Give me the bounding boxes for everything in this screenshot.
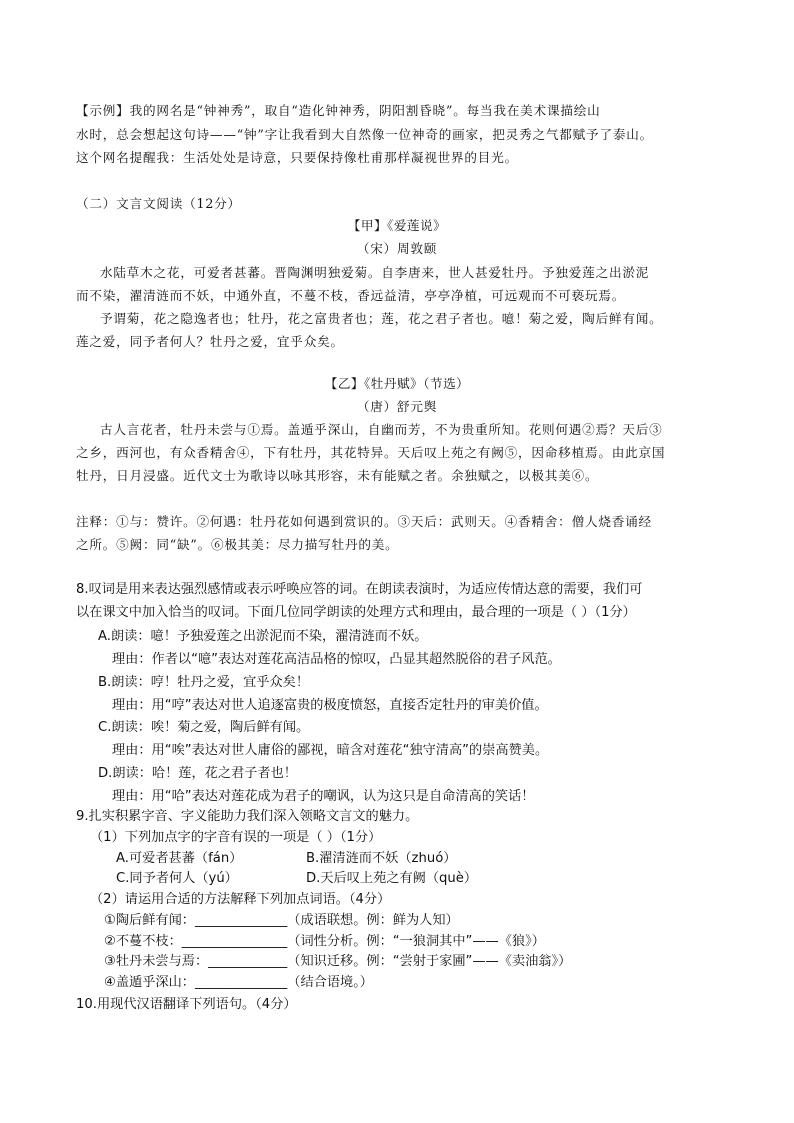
text-a-line: 水陆草木之花，可爱者甚蕃。晋陶渊明独爱菊。自李唐来，世人甚爱牡丹。予独爱莲之出淤泥 (100, 265, 650, 280)
q8-option-b-reason: 理由：用“哼”表达对世人追逐富贵的极度愤怒，直接否定牡丹的审美价值。 (112, 698, 548, 713)
q8-option-a: A.朗读：噫！予独爱莲之出淤泥而不染，濯清涟而不妖。 (98, 629, 428, 644)
q9-part-1: （1）下列加点字的字音有误的一项是（ ）（1分） (90, 830, 382, 845)
text-b-author: （唐）舒元舆 (356, 399, 438, 414)
q9-part-2: （2）请运用合适的方法解释下列加点词语。（4分） (90, 892, 391, 907)
text-a-line: 予谓菊，花之隐逸者也；牡丹，花之富贵者也；莲，花之君子者也。噫！菊之爱，陶后鲜有闻。 (100, 311, 663, 326)
q9-option-b: B.濯清涟而不妖（zhuó） (306, 851, 457, 866)
text-b-line: 之乡，西河也，有众香精舍④，下有牡丹，其花特异。天后叹上苑之有阙⑤，因命移植焉。由此京国 (76, 445, 666, 460)
q8-option-c: C.朗读：唉！菊之爱，陶后鲜有闻。 (98, 720, 310, 735)
notes-line-2: 之所。⑤阙：同“缺”。⑥极其美：尽力描写牡丹的美。 (76, 537, 399, 552)
q10-stem: 10.用现代汉语翻译下列语句。（4分） (76, 997, 297, 1012)
q8-option-d: D.朗读：哈！莲，花之君子者也！ (98, 766, 297, 781)
text-a-author: （宋）周敦颐 (356, 241, 438, 256)
q8-option-a-reason: 理由：作者以“噫”表达对莲花高洁品格的惊叹，凸显其超然脱俗的君子风范。 (112, 652, 561, 667)
example-line-3: 这个网名提醒我：生活处处是诗意，只要保持像杜甫那样凝视世界的目光。 (76, 150, 518, 165)
q9-item-1: ①陶后鲜有闻：______________（成语联想。例：鲜为人知） (104, 913, 459, 928)
text-b-line: 牡丹，日月浸盛。近代文士为歌诗以咏其形容，未有能赋之者。余独赋之，以极其美⑥。 (76, 468, 599, 483)
text-b-line: 古人言花者，牡丹未尝与①焉。盖遁乎深山，自幽而芳，不为贵重所知。花则何遇②焉？天后③ (100, 422, 663, 437)
q9-item-2: ②不蔓不枝：________________（词性分析。例：“一狼洞其中”——《狼》） (104, 934, 545, 949)
text-a-title: 【甲】《爱莲说》 (347, 218, 447, 233)
q8-option-d-reason: 理由：用“哈”表达对莲花成为君子的嘲讽，认为这只是自命清高的笑话！ (112, 789, 535, 804)
text-a-line: 而不染，濯清涟而不妖，中通外直，不蔓不枝，香远益清，亭亭净植，可远观而不可亵玩焉。 (76, 288, 626, 303)
q9-stem: 9.扎实积累字音、字义能助力我们深入领略文言文的魅力。 (76, 809, 419, 824)
q9-option-c: C.同予者何人（yú） (116, 871, 238, 886)
q9-item-3: ③牡丹未尝与焉：____________（知识迁移。例：“尝射于家圃”——《卖油翁》） (104, 954, 572, 969)
q8-option-b: B.朗读：哼！牡丹之爱，宜乎众矣！ (98, 675, 310, 690)
q8-stem-line-2: 以在课文中加入恰当的叹词。下面几位同学朗读的处理方式和理由，最合理的一项是（ ）（1分） (76, 605, 636, 620)
section-title: （二）文言文阅读（12分） (76, 196, 241, 211)
q8-stem-line-1: 8.叹词是用来表达强烈感情或表示呼唤应答的词。在朗读表演时，为适应传情达意的需要，我们可 (76, 582, 643, 597)
text-b-title: 【乙】《牡丹赋》（节选） (324, 376, 470, 391)
q8-option-c-reason: 理由：用“唉”表达对世人庸俗的鄙视，暗含对莲花“独守清高”的崇高赞美。 (112, 743, 549, 758)
example-line-2: 水时，总会想起这句诗——“钟”字让我看到大自然像一位神奇的画家，把灵秀之气都赋予了泰山。 (76, 127, 654, 142)
example-line-1: 【示例】我的网名是“钟神秀”，取自“造化钟神秀，阴阳割昏晓”。每当我在美术课描绘山 (76, 103, 601, 118)
q9-option-d: D.天后叹上苑之有阙（què） (306, 871, 478, 886)
q9-item-4: ④盖遁乎深山：______________（结合语境。） (104, 975, 373, 990)
text-a-line: 莲之爱，同予者何人？牡丹之爱，宜乎众矣。 (76, 334, 344, 349)
notes-line-1: 注释：①与：赞许。②何遇：牡丹花如何遇到赏识的。③天后：武则天。④香精舍：僧人烧香诵经 (76, 514, 652, 529)
q9-option-a: A.可爱者甚蕃（fán） (116, 851, 243, 866)
